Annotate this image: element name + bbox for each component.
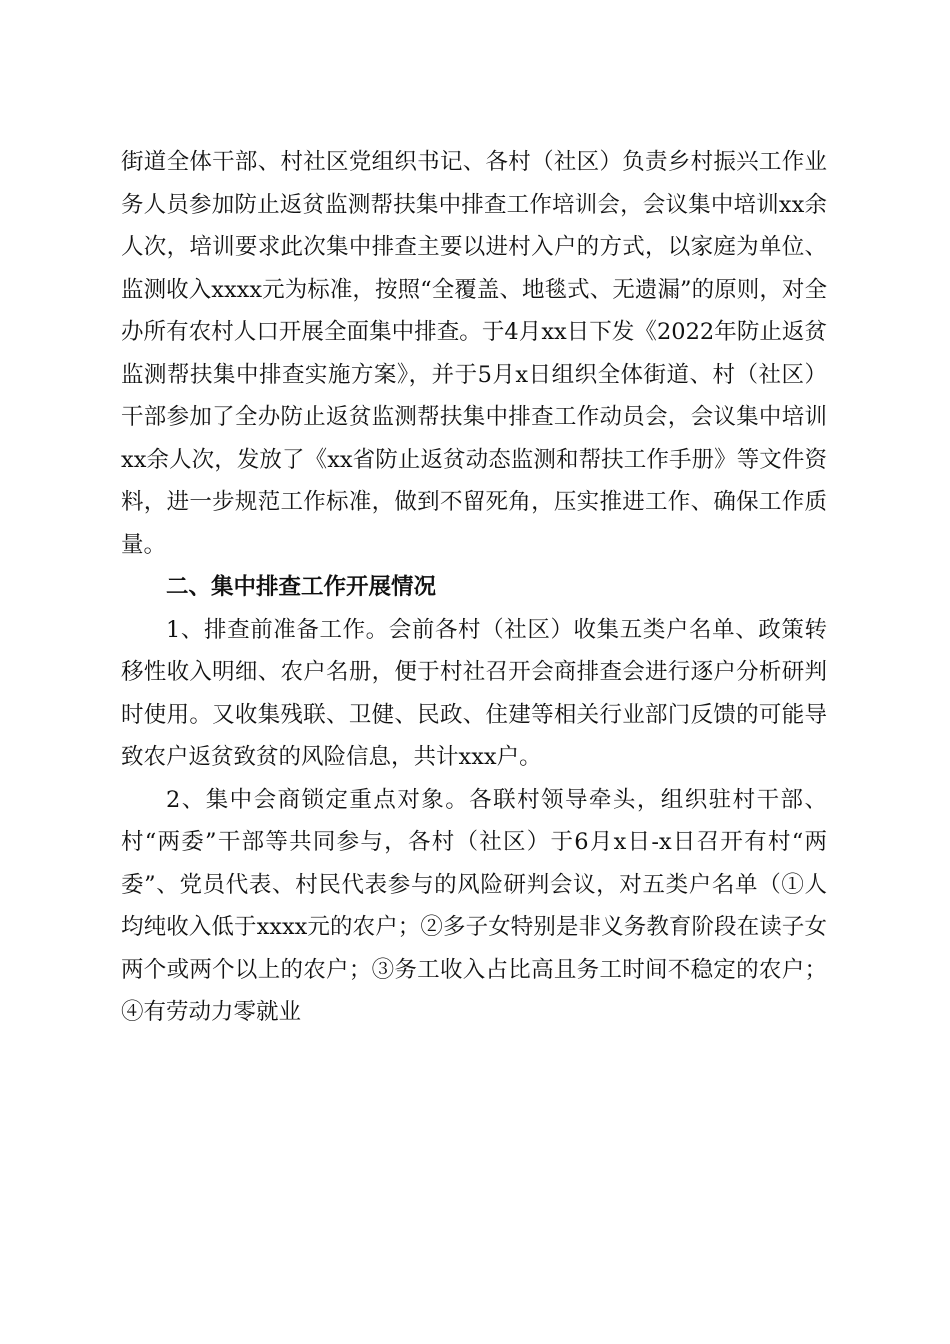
paragraph-preparation: 1、排查前准备工作。会前各村（社区）收集五类户名单、政策转移性收入明细、农户名册，便于村社召开会商排查会进行逐户分析研判时使用。又收集残联、卫健、民政、住建等相关行业部门反馈的可能导致农户返贫致贫的风险信息，共计xxx户。 — [121, 616, 827, 770]
paragraph-continuation: 街道全体干部、村社区党组织书记、各村（社区）负责乡村振兴工作业务人员参加防止返贫监测帮扶集中排查工作培训会，会议集中培训xx余人次，培训要求此次集中排查主要以进村入户的方式，以家庭为单位、监测收入xxxx元为标准，按照“全覆盖、地毯式、无遗漏”的原则，对全办所有农村人口开展全面集中排查。于4月xx日下发《2022年防止返贫监测帮扶集中排查实施方案》，并于5月x日组织全体街道、村（社区）干部参加了全办防止返贫监测帮扶集中排查工作动员会，会议集中培训xx余人次，发放了《xx省防止返贫动态监测和帮扶工作手册》等文件资料，进一步规范工作标准，做到不留死角，压实推进工作、确保工作质量。 — [121, 149, 827, 558]
section-heading: 二、集中排查工作开展情况 — [166, 574, 437, 600]
paragraph-consultation: 2、集中会商锁定重点对象。各联村领导牵头，组织驻村干部、村“两委”干部等共同参与，各村（社区）于6月x日-x日召开有村“两委”、党员代表、村民代表参与的风险研判会议，对五类户名单（①人均纯收入低于xxxx元的农户；②多子女特别是非义务教育阶段在读子女两个或两个以上的农户；③务工收入占比高且务工时间不稳定的农户；④有劳动力零就业 — [121, 786, 827, 1025]
document-body — [121, 141, 827, 1034]
